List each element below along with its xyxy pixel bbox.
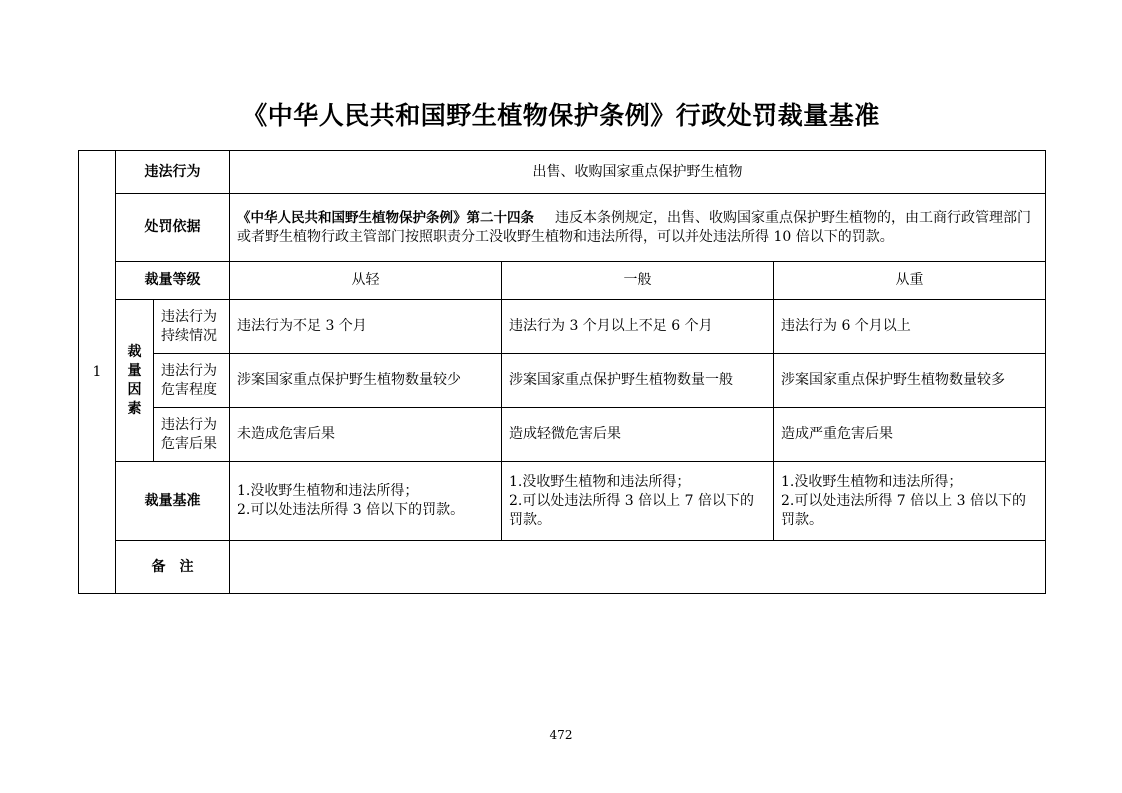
violation-row (79, 151, 1046, 194)
basis-text: 违反本条例规定，出售、收购国家重点保护野生植物的，由工商行政管理部门或者野生植物行政主管部门按照职责分工没收野生植物和违法所得，可以并处违法所得 10 倍以下的罚款。 (237, 209, 1031, 245)
basis-label: 处罚依据 (116, 194, 230, 262)
standard-line: 1.没收野生植物和违法所得； (509, 473, 691, 490)
basis-law-ref: 《中华人民共和国野生植物保护条例》第二十四条 (237, 209, 534, 226)
remarks-label: 备 注 (116, 541, 230, 594)
factor-name-consequence (154, 408, 230, 462)
factor-value-normal: 涉案国家重点保护野生植物数量一般 (502, 354, 774, 408)
grade-level-normal: 一般 (502, 262, 774, 300)
factor-name-line: 危害程度 (161, 381, 217, 398)
basis-row (79, 194, 1046, 262)
standard-value-normal (502, 462, 774, 541)
violation-value: 出售、收购国家重点保护野生植物 (230, 151, 1046, 194)
factor-row-consequence (79, 408, 1046, 462)
document-title: 《中华人民共和国野生植物保护条例》行政处罚裁量基准 (242, 101, 880, 130)
factor-value-heavy: 违法行为 6 个月以上 (774, 300, 1046, 354)
remarks-row (79, 541, 1046, 594)
factor-row-duration (79, 300, 1046, 354)
standard-line: 1.没收野生植物和违法所得； (237, 483, 419, 499)
factor-value-normal: 违法行为 3 个月以上不足 6 个月 (502, 300, 774, 354)
standard-line: 2.可以处违法所得 3 倍以上 7 倍以下的罚款。 (509, 492, 754, 528)
row-number: 1 (79, 151, 116, 594)
factor-name-line: 违法行为 (161, 416, 217, 433)
standard-row (79, 462, 1046, 541)
standard-value-heavy (774, 462, 1046, 541)
grade-row (79, 262, 1046, 300)
factor-value-heavy: 涉案国家重点保护野生植物数量较多 (774, 354, 1046, 408)
page-number: 472 (549, 728, 573, 742)
grade-level-heavy: 从重 (774, 262, 1046, 300)
factor-value-light: 涉案国家重点保护野生植物数量较少 (230, 354, 502, 408)
factor-value-light: 未造成危害后果 (230, 408, 502, 462)
factor-name-severity (154, 354, 230, 408)
standard-line: 1.没收野生植物和违法所得； (781, 473, 963, 490)
violation-label: 违法行为 (116, 151, 230, 194)
standard-line: 2.可以处违法所得 7 倍以上 3 倍以下的罚款。 (781, 492, 1026, 528)
factor-name-line: 危害后果 (161, 435, 217, 452)
factor-name-line: 违法行为 (161, 362, 217, 379)
standard-label: 裁量基准 (116, 462, 230, 541)
standard-line: 2.可以处违法所得 3 倍以下的罚款。 (237, 502, 465, 518)
factors-label-text: 裁量因素 (127, 343, 142, 417)
grade-level-light: 从轻 (230, 262, 502, 300)
basis-content (230, 194, 1046, 262)
factor-name-duration (154, 300, 230, 354)
factor-name-line: 持续情况 (161, 327, 217, 344)
grade-label: 裁量等级 (116, 262, 230, 300)
factor-value-normal: 造成轻微危害后果 (502, 408, 774, 462)
factor-name-line: 违法行为 (161, 308, 217, 325)
standard-value-light (230, 462, 502, 541)
factors-label (116, 300, 154, 462)
factor-value-light: 违法行为不足 3 个月 (230, 300, 502, 354)
penalty-standard-table (78, 150, 1046, 594)
factor-value-heavy: 造成严重危害后果 (774, 408, 1046, 462)
remarks-value (230, 541, 1046, 594)
factor-row-severity (79, 354, 1046, 408)
